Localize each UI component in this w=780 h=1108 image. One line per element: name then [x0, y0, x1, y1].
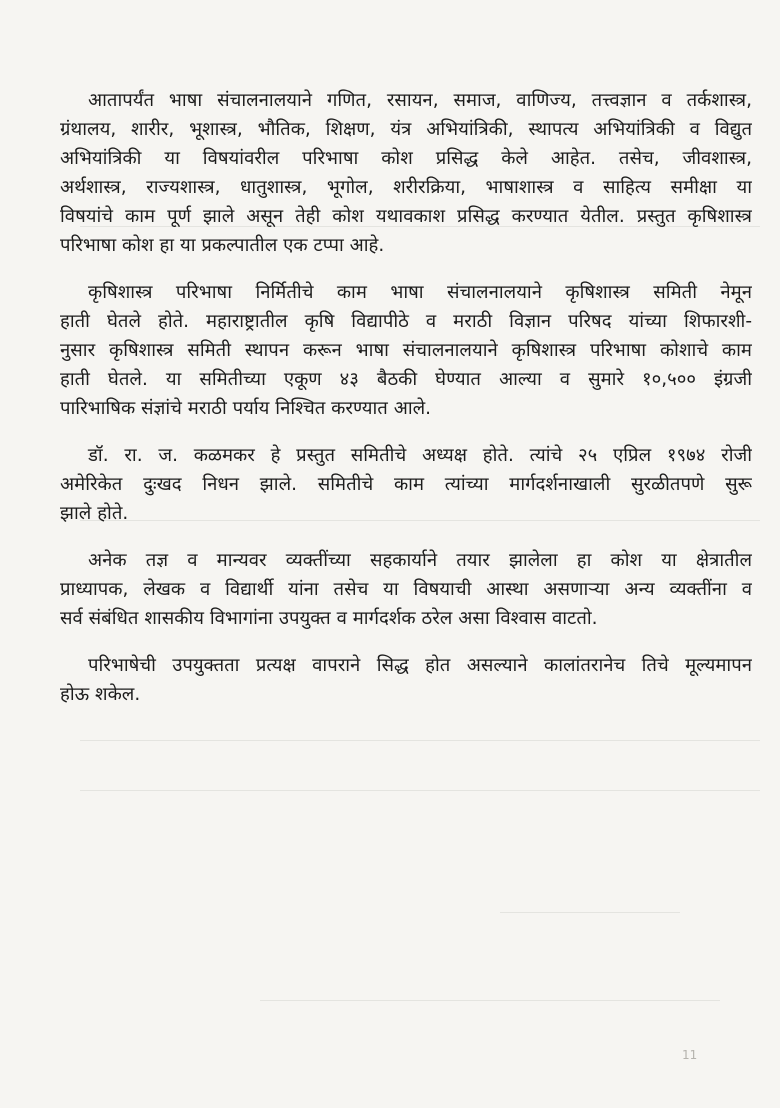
text-line: पारिभाषिक संज्ञांचे मराठी पर्याय निश्चित करण्यात आले. [60, 398, 432, 419]
text-line: कृषिशास्त्र परिभाषा निर्मितीचे काम भाषा संचालनालयाने कृषिशास्त्र समिती नेमून [88, 282, 752, 303]
page-number: 11 [682, 1048, 698, 1062]
paragraph-chairman [60, 441, 752, 528]
paragraph-intro [60, 86, 752, 260]
text-line: आतापर्यंत भाषा संचालनालयाने गणित, रसायन, समाज, वाणिज्य, तत्त्वज्ञान व तर्कशास्त्र, [88, 90, 752, 111]
paragraph-usefulness [60, 546, 752, 633]
text-line: हाती घेतले होते. महाराष्ट्रातील कृषि विद्यापीठे व मराठी विज्ञान परिषद यांच्या शिफारशी- [60, 311, 752, 332]
text-line: सर्व संबंधित शासकीय विभागांना उपयुक्त व मार्गदर्शक ठरेल असा विश्वास वाटतो. [60, 608, 598, 629]
text-line: अभियांत्रिकी या विषयांवरील परिभाषा कोश प्रसिद्ध केले आहेत. तसेच, जीवशास्त्र, [60, 148, 752, 169]
text-line: प्राध्यापक, लेखक व विद्यार्थी यांना तसेच या विषयाची आस्था असणाऱ्या अन्य व्यक्तींना व [60, 579, 752, 600]
text-line: ग्रंथालय, शारीर, भूशास्त्र, भौतिक, शिक्षण, यंत्र अभियांत्रिकी, स्थापत्य अभियांत्रिकी व विद्युत [60, 119, 752, 140]
text-line: हाती घेतले. या समितीच्या एकूण ४३ बैठकी घेण्यात आल्या व सुमारे १०,५०० इंग्रजी [60, 369, 752, 390]
paragraph-evaluation [60, 651, 752, 709]
text-line: अर्थशास्त्र, राज्यशास्त्र, धातुशास्त्र, भूगोल, शरीरक्रिया, भाषाशास्त्र व साहित्य समीक्षा या [60, 177, 752, 198]
text-line: विषयांचे काम पूर्ण झाले असून तेही कोश यथावकाश प्रसिद्ध करण्यात येतील. प्रस्तुत कृषिशास्त्र [60, 206, 752, 227]
text-line: परिभाषेची उपयुक्तता प्रत्यक्ष वापराने सिद्ध होत असल्याने कालांतरानेच तिचे मूल्यमापन [88, 655, 752, 676]
text-line: होऊ शकेल. [60, 684, 141, 705]
text-line: अमेरिकेत दुःखद निधन झाले. समितीचे काम त्यांच्या मार्गदर्शनाखाली सुरळीतपणे सुरू [60, 474, 752, 495]
text-line: डॉ. रा. ज. कळमकर हे प्रस्तुत समितीचे अध्यक्ष होते. त्यांचे २५ एप्रिल १९७४ रोजी [88, 445, 752, 466]
text-line: झाले होते. [60, 503, 129, 524]
text-line: परिभाषा कोश हा या प्रकल्पातील एक टप्पा आहे. [60, 235, 385, 256]
text-line: नुसार कृषिशास्त्र समिती स्थापन करून भाषा संचालनालयाने कृषिशास्त्र परिभाषा कोशाचे काम [60, 340, 752, 361]
document-body [60, 86, 752, 727]
paragraph-committee [60, 278, 752, 423]
text-line: अनेक तज्ञ व मान्यवर व्यक्तींच्या सहकार्याने तयार झालेला हा कोश या क्षेत्रातील [88, 550, 752, 571]
